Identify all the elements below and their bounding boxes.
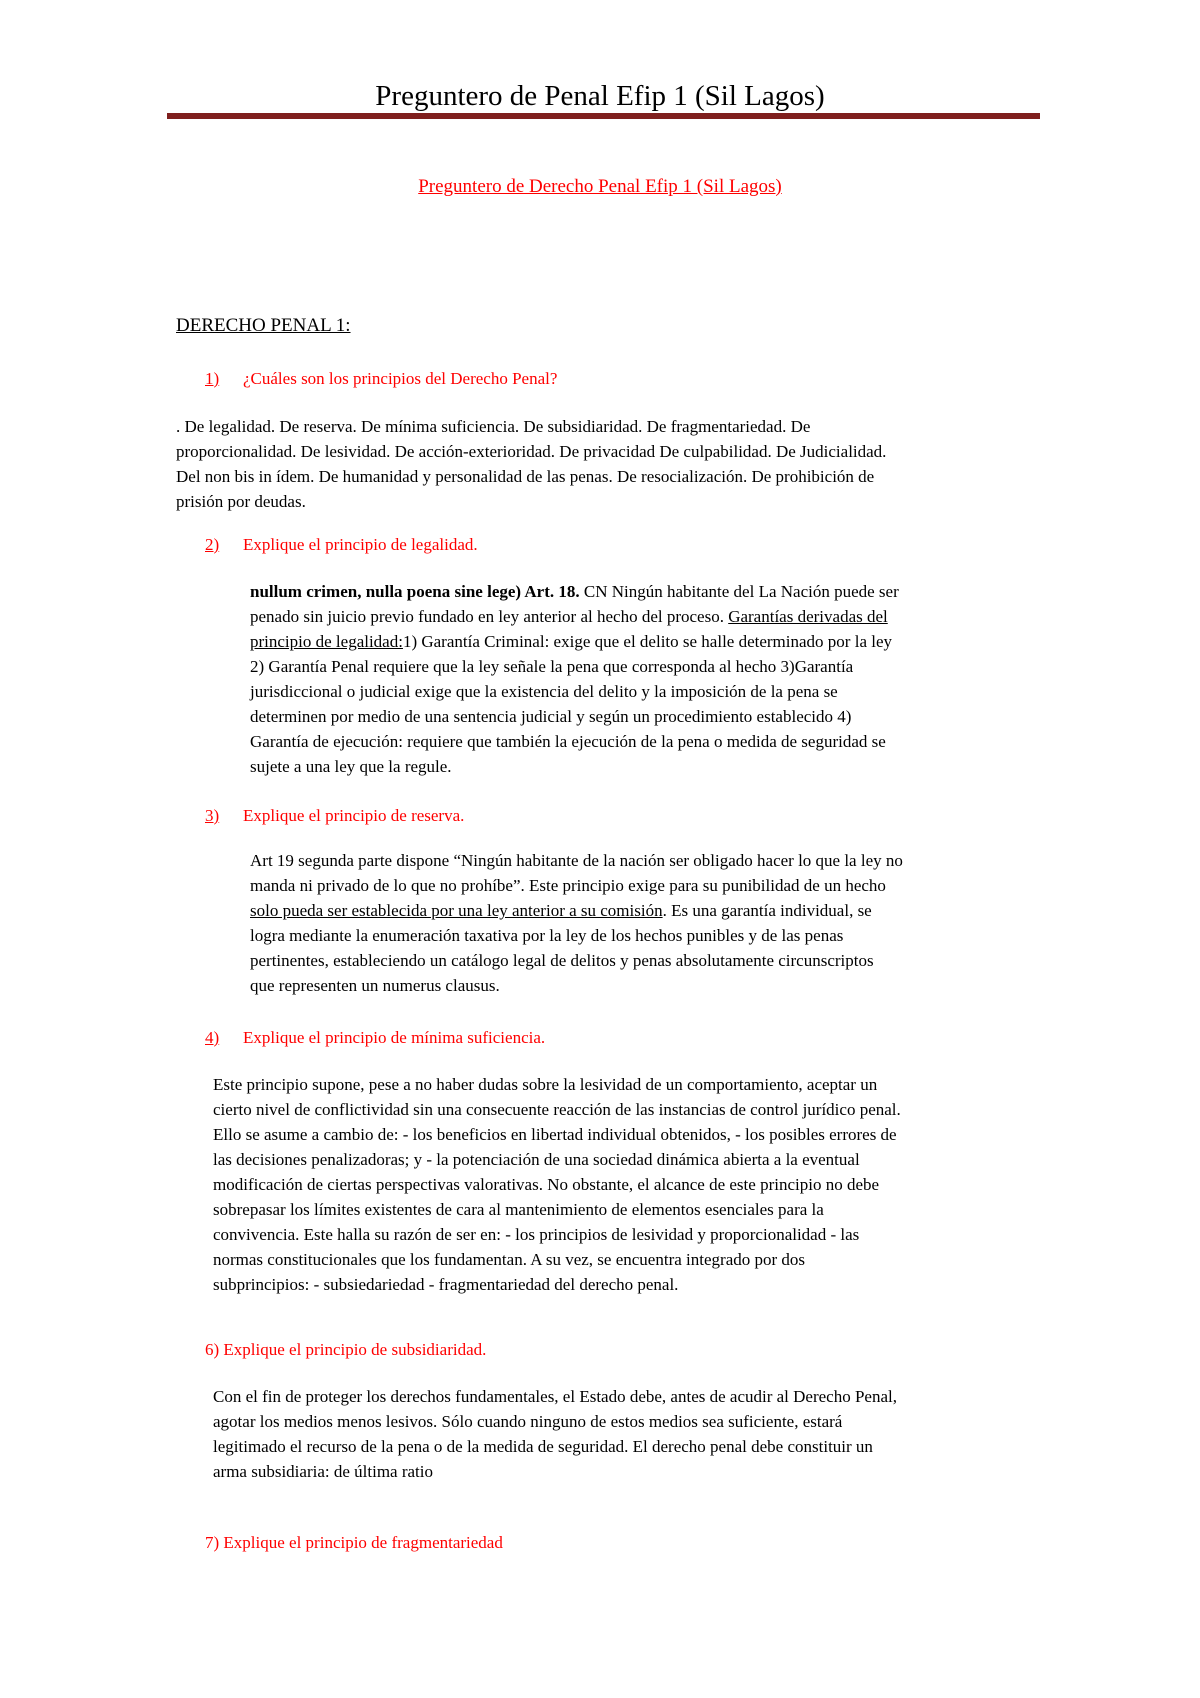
header-rule bbox=[167, 113, 1040, 119]
answer-3 bbox=[250, 848, 903, 998]
answer-line: Ello se asume a cambio de: - los beneficios en libertad individual obtenidos, - los posibles errores de bbox=[213, 1125, 897, 1144]
question-number: 1) bbox=[205, 369, 220, 388]
question-number: 3) bbox=[205, 806, 220, 825]
answer-line: sujete a una ley que la regule. bbox=[250, 757, 452, 776]
answer-line: principio de legalidad:1) Garantía Criminal: exige que el delito se halle determinado por la ley bbox=[250, 632, 893, 651]
question-2 bbox=[205, 532, 478, 557]
answer-line: penado sin juicio previo fundado en ley anterior al hecho del proceso. Garantías derivadas del bbox=[250, 607, 888, 626]
section-heading: DERECHO PENAL 1: bbox=[176, 315, 351, 336]
answer-line: prisión por deudas. bbox=[176, 492, 306, 511]
answer-line: cierto nivel de conflictividad sin una consecuente reacción de las instancias de control jurídico penal. bbox=[213, 1100, 901, 1119]
answer-line: Del non bis in ídem. De humanidad y personalidad de las penas. De resocialización. De prohibición de bbox=[176, 467, 875, 486]
question-number: 2) bbox=[205, 535, 220, 554]
answer-line: Con el fin de proteger los derechos fundamentales, el Estado debe, antes de acudir al Derecho Penal, bbox=[213, 1387, 897, 1406]
answer-line: logra mediante la enumeración taxativa por la ley de los hechos punibles y de las penas bbox=[250, 926, 844, 945]
answer-line: proporcionalidad. De lesividad. De acción-exterioridad. De privacidad De culpabilidad. De Judicialidad. bbox=[176, 442, 887, 461]
question-4 bbox=[205, 1025, 545, 1050]
answer-line: modificación de ciertas perspectivas valorativas. No obstante, el alcance de este principio no debe bbox=[213, 1175, 880, 1194]
answer-line: legitimado el recurso de la pena o de la medida de seguridad. El derecho penal debe constituir un bbox=[213, 1437, 873, 1456]
question-7 bbox=[205, 1530, 503, 1555]
answer-line: determinen por medio de una sentencia judicial y según un procedimiento establecido 4) bbox=[250, 707, 852, 726]
answer-4 bbox=[213, 1072, 901, 1297]
answer-1 bbox=[176, 414, 886, 514]
latin-maxim: nullum crimen, nulla poena sine lege) Art. 18. bbox=[250, 582, 580, 601]
question-6 bbox=[205, 1337, 486, 1362]
answer-6 bbox=[213, 1384, 897, 1484]
answer-line: solo pueda ser establecida por una ley anterior a su comisión. Es una garantía individual, se bbox=[250, 901, 872, 920]
question-1 bbox=[205, 366, 557, 391]
document-title: Preguntero de Derecho Penal Efip 1 (Sil Lagos) bbox=[418, 176, 782, 197]
answer-line: arma subsidiaria: de última ratio bbox=[213, 1462, 433, 1481]
answer-line: Art 19 segunda parte dispone “Ningún habitante de la nación ser obligado hacer lo que la ley no bbox=[250, 851, 903, 870]
answer-line: sobrepasar los límites existentes de cara al mantenimiento de elementos esenciales para la bbox=[213, 1200, 824, 1219]
answer-line: Este principio supone, pese a no haber dudas sobre la lesividad de un comportamiento, aceptar un bbox=[213, 1075, 878, 1094]
question-number: 4) bbox=[205, 1028, 220, 1047]
question-text: 7) Explique el principio de fragmentariedad bbox=[205, 1533, 503, 1552]
answer-line: las decisiones penalizadoras; y - la potenciación de una sociedad dinámica abierta a la eventual bbox=[213, 1150, 860, 1169]
question-text: ¿Cuáles son los principios del Derecho Penal? bbox=[243, 369, 558, 388]
answer-line: agotar los medios menos lesivos. Sólo cuando ninguno de estos medios sea suficiente, estará bbox=[213, 1412, 843, 1431]
question-text: Explique el principio de legalidad. bbox=[243, 535, 478, 554]
question-text: 6) Explique el principio de subsidiaridad. bbox=[205, 1340, 487, 1359]
answer-line: pertinentes, estableciendo un catálogo legal de delitos y penas absolutamente circunscriptos bbox=[250, 951, 874, 970]
answer-line: . De legalidad. De reserva. De mínima suficiencia. De subsidiaridad. De fragmentariedad. De bbox=[176, 417, 811, 436]
answer-line: Garantía de ejecución: requiere que también la ejecución de la pena o medida de seguridad se bbox=[250, 732, 886, 751]
answer-line: que representen un numerus clausus. bbox=[250, 976, 500, 995]
question-text: Explique el principio de reserva. bbox=[243, 806, 465, 825]
answer-line: subprincipios: - subsiedariedad - fragmentariedad del derecho penal. bbox=[213, 1275, 679, 1294]
question-3 bbox=[205, 803, 464, 828]
question-text: Explique el principio de mínima suficiencia. bbox=[243, 1028, 546, 1047]
answer-line: normas constitucionales que los fundamentan. A su vez, se encuentra integrado por dos bbox=[213, 1250, 806, 1269]
page-header-title: Preguntero de Penal Efip 1 (Sil Lagos) bbox=[375, 80, 825, 112]
answer-line: 2) Garantía Penal requiere que la ley señale la pena que corresponda al hecho 3)Garantía bbox=[250, 657, 854, 676]
answer-line: nullum crimen, nulla poena sine lege) Art. 18. CN Ningún habitante del La Nación puede ser bbox=[250, 582, 899, 601]
answer-line: convivencia. Este halla su razón de ser en: - los principios de lesividad y proporcionalidad - las bbox=[213, 1225, 860, 1244]
answer-line: manda ni privado de lo que no prohíbe”. Este principio exige para su punibilidad de un hecho bbox=[250, 876, 886, 895]
answer-line: jurisdiccional o judicial exige que la existencia del delito y la imposición de la pena se bbox=[250, 682, 838, 701]
answer-2 bbox=[250, 579, 899, 779]
